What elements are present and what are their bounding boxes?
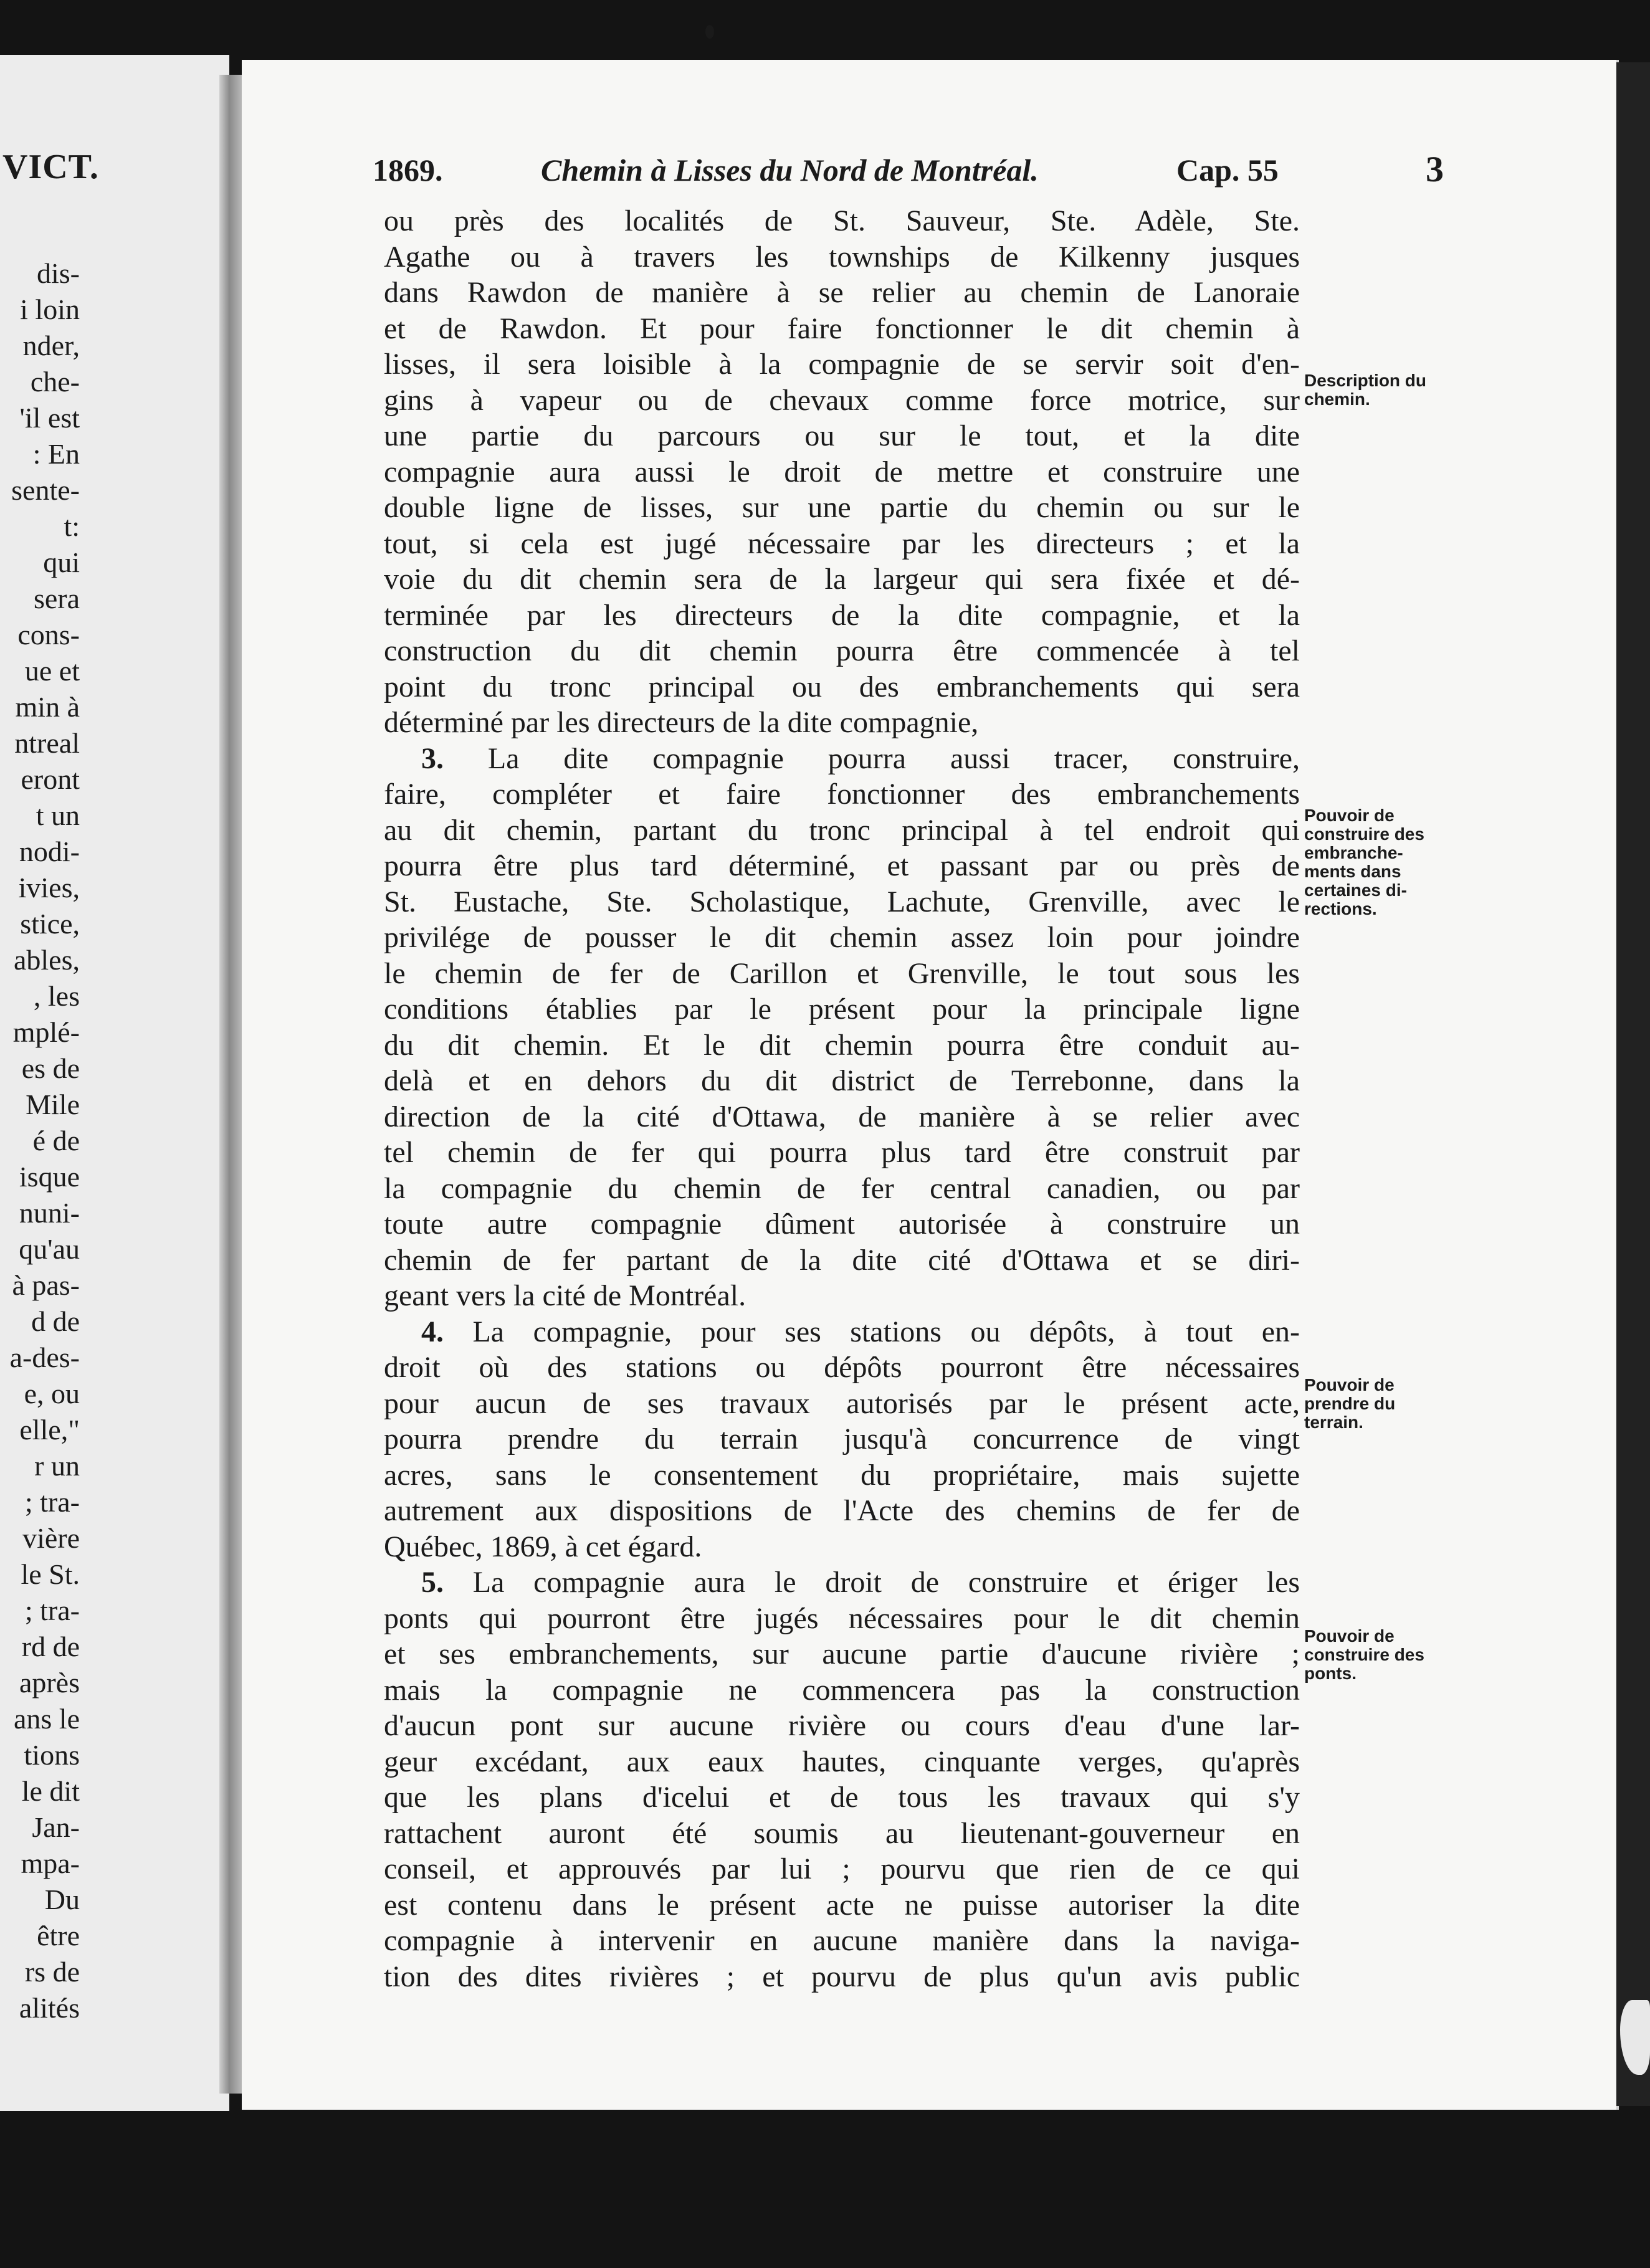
body-line-text: point du tronc principal ou des embranchements qui sera (384, 670, 1300, 703)
document-page (242, 60, 1616, 2110)
facing-page-line: ables, (13, 944, 80, 976)
body-line (384, 812, 1300, 849)
facing-page-line: alités (19, 1992, 80, 2024)
section-number: 3. (421, 741, 444, 775)
facing-page-line: r un (34, 1450, 80, 1482)
body-line (384, 1923, 1300, 1959)
body-line (384, 991, 1300, 1027)
body-line-text: acres, sans le consentement du propriétaire, mais sujette (384, 1458, 1300, 1492)
body-line (384, 1780, 1300, 1816)
body-line-text: ou près des localités de St. Sauveur, Ste. Adèle, Ste. (384, 204, 1300, 237)
facing-page-line: nodi- (19, 836, 80, 867)
facing-page-line: sente- (11, 474, 80, 506)
body-line (384, 526, 1300, 562)
body-line (384, 884, 1300, 920)
margin-note-line: construire des (1304, 1645, 1424, 1664)
section-first-line (384, 741, 1300, 777)
body-line (384, 1959, 1300, 1995)
body-line-text: Agathe ou à travers les townships de Kilkenny jusques (384, 240, 1300, 274)
body-line (384, 1493, 1300, 1529)
facing-page-line: vière (22, 1522, 80, 1554)
facing-page-line: es de (21, 1052, 80, 1084)
body-line (384, 239, 1300, 275)
body-line (384, 1708, 1300, 1744)
body-line-text: compagnie à intervenir en aucune manière dans la naviga- (384, 1924, 1300, 1957)
body-line (384, 1027, 1300, 1064)
body-line-text: lisses, il sera loisible à la compagnie de se servir soit d'en- (384, 348, 1300, 381)
facing-page-line: elle," (19, 1414, 80, 1446)
body-line-text: terminée par les directeurs de la dite compagnie, et la (384, 598, 1300, 632)
body-line-text: droit où des stations ou dépôts pourront être nécessaires (384, 1351, 1300, 1384)
section-first-line (384, 1565, 1300, 1601)
body-line-text: La compagnie, pour ses stations ou dépôts, à tout en- (444, 1315, 1300, 1348)
body-line (384, 776, 1300, 812)
facing-page-line: être (37, 1920, 80, 1951)
body-line-text: faire, compléter et faire fonctionner des embranchements (384, 778, 1300, 811)
body-line (384, 633, 1300, 669)
body-line-text: tion des dites rivières ; et pourvu de plus qu'un avis public (384, 1960, 1300, 1993)
body-line-text: geant vers la cité de Montréal. (384, 1279, 746, 1312)
running-header (242, 149, 1616, 196)
margin-note-line: Pouvoir de (1304, 806, 1395, 825)
facing-page-line: à pas- (12, 1269, 80, 1301)
facing-page-line: min à (15, 691, 80, 723)
facing-page-line: Jan- (32, 1811, 80, 1843)
facing-page-line: dis- (37, 257, 80, 289)
body-line-text: d'aucun pont sur aucune rivière ou cours d'eau d'une lar- (384, 1709, 1300, 1742)
facing-page-line: é de (32, 1125, 80, 1156)
facing-page-line: t un (36, 799, 80, 831)
facing-page-line: t: (64, 510, 80, 542)
body-line (384, 956, 1300, 992)
body-line-text: La compagnie aura le droit de construire et ériger les (444, 1566, 1300, 1599)
margin-note-line: rections. (1304, 899, 1377, 918)
body-line-text: La dite compagnie pourra aussi tracer, construire, (444, 741, 1300, 775)
body-text (384, 203, 1300, 1994)
body-line (384, 669, 1300, 705)
body-line-text: construction du dit chemin pourra être commencée à tel (384, 634, 1300, 667)
scan-edge (1616, 62, 1650, 2106)
body-line-text: pour aucun de ses travaux autorisés par le présent acte, (384, 1386, 1300, 1420)
facing-page-line: après (19, 1667, 80, 1699)
body-line-text: autrement aux dispositions de l'Acte des chemins de fer de (384, 1494, 1300, 1527)
facing-page-line: qu'au (19, 1233, 80, 1265)
header-chapter: Cap. 55 (1176, 153, 1279, 188)
body-line (384, 1851, 1300, 1887)
body-line-text: au dit chemin, partant du tronc principal à tel endroit qui (384, 813, 1300, 847)
body-line-text: que les plans d'icelui et de tous les travaux qui s'y (384, 1781, 1300, 1814)
body-line-text: geur excédant, aux eaux hautes, cinquante verges, qu'après (384, 1745, 1300, 1778)
facing-page-line: e, ou (24, 1378, 80, 1409)
facing-page (0, 55, 229, 2111)
margin-note-line: terrain. (1304, 1413, 1363, 1432)
body-line-text: du dit chemin. Et le dit chemin pourra être conduit au- (384, 1028, 1300, 1062)
body-line-text: dans Rawdon de manière à se relier au chemin de Lanoraie (384, 276, 1300, 309)
body-line (384, 561, 1300, 598)
margin-note-line: ponts. (1304, 1664, 1357, 1683)
margin-note-line: certaines di- (1304, 880, 1407, 900)
body-line (384, 1278, 1300, 1314)
facing-page-text (0, 255, 80, 2026)
scan-speck (705, 25, 714, 39)
body-line-text: compagnie aura aussi le droit de mettre et construire une (384, 455, 1300, 488)
facing-page-line: ntreal (14, 727, 80, 759)
facing-page-line: che- (30, 366, 80, 398)
body-line-text: le chemin de fer de Carillon et Grenville, le tout sous les (384, 956, 1300, 990)
facing-page-line: le dit (21, 1775, 80, 1807)
body-line (384, 1099, 1300, 1135)
facing-page-line: mpa- (21, 1847, 80, 1879)
page-number: 3 (1426, 149, 1444, 189)
facing-page-line: ; tra- (24, 1594, 80, 1626)
margin-note-line: construire des (1304, 824, 1424, 844)
facing-page-line: a-des- (9, 1341, 80, 1373)
body-line (384, 1206, 1300, 1242)
body-line-text: ponts qui pourront être jugés nécessaires pour le dit chemin (384, 1601, 1300, 1635)
facing-page-line: isque (19, 1161, 80, 1193)
body-line (384, 1457, 1300, 1494)
body-line (384, 1063, 1300, 1099)
body-line-text: et ses embranchements, sur aucune partie d'aucune rivière ; (384, 1637, 1300, 1670)
body-line-text: Québec, 1869, à cet égard. (384, 1530, 702, 1563)
facing-page-line: cons- (17, 619, 80, 650)
body-line-text: delà et en dehors du dit district de Terrebonne, dans la (384, 1064, 1300, 1097)
facing-page-line: nuni- (19, 1197, 80, 1229)
body-line-text: pourra être plus tard déterminé, et passant par ou près de (384, 849, 1300, 882)
facing-page-line: qui (43, 546, 80, 578)
facing-page-line: ue et (24, 655, 80, 687)
facing-page-line: eront (21, 763, 80, 795)
body-line (384, 1386, 1300, 1422)
facing-page-line: tions (24, 1739, 80, 1771)
facing-page-line: i loin (20, 293, 80, 325)
body-line (384, 203, 1300, 239)
margin-note-line: Pouvoir de (1304, 1375, 1395, 1394)
margin-note-pouvoir-construire-embranchements (1304, 806, 1466, 918)
body-line (384, 598, 1300, 634)
header-year: 1869. (373, 153, 443, 188)
body-line (384, 383, 1300, 419)
body-line (384, 1135, 1300, 1171)
body-line (384, 1350, 1300, 1386)
body-line (384, 1636, 1300, 1672)
body-line-text: tel chemin de fer qui pourra plus tard être construit par (384, 1136, 1300, 1169)
body-line-text: voie du dit chemin sera de la largeur qui sera fixée et dé- (384, 563, 1300, 596)
section-number: 5. (421, 1566, 444, 1599)
body-line (384, 1171, 1300, 1207)
body-line (384, 1421, 1300, 1457)
body-line-text: une partie du parcours ou sur le tout, et la dite (384, 419, 1300, 452)
body-line-text: rattachent auront été soumis au lieutenant-gouverneur en (384, 1816, 1300, 1850)
section-first-line (384, 1314, 1300, 1350)
facing-page-line: ; tra- (24, 1486, 80, 1518)
body-line (384, 1672, 1300, 1708)
facing-page-line: le St. (21, 1558, 80, 1590)
facing-page-line: ivies, (18, 872, 80, 903)
body-line (384, 1242, 1300, 1279)
body-line-text: mais la compagnie ne commencera pas la construction (384, 1673, 1300, 1707)
body-line-text: est contenu dans le présent acte ne puisse autoriser la dite (384, 1888, 1300, 1922)
facing-page-line: , les (33, 980, 80, 1012)
facing-page-line: nder, (22, 330, 80, 361)
margin-note-description-du-chemin (1304, 371, 1466, 409)
body-line-text: la compagnie du chemin de fer central canadien, ou par (384, 1171, 1300, 1205)
body-line-text: double ligne de lisses, sur une partie du chemin ou sur le (384, 491, 1300, 524)
facing-page-line: d de (31, 1305, 80, 1337)
body-line (384, 920, 1300, 956)
body-line-text: direction de la cité d'Ottawa, de manière à se relier avec (384, 1100, 1300, 1133)
margin-note-line: Description du (1304, 371, 1427, 390)
facing-page-line: : En (32, 438, 80, 470)
body-line (384, 1744, 1300, 1780)
body-line (384, 418, 1300, 454)
header-title: Chemin à Lisses du Nord de Montréal. (541, 153, 1039, 188)
margin-note-line: chemin. (1304, 389, 1370, 409)
body-line-text: et de Rawdon. Et pour faire fonctionner le dit chemin à (384, 312, 1300, 345)
body-line (384, 275, 1300, 311)
body-line (384, 1601, 1300, 1637)
body-line-text: gins à vapeur ou de chevaux comme force motrice, sur (384, 383, 1300, 417)
body-line (384, 311, 1300, 347)
facing-page-line: mplé- (12, 1016, 80, 1048)
body-line (384, 1529, 1300, 1565)
margin-note-pouvoir-construire-ponts (1304, 1627, 1466, 1683)
body-line (384, 705, 1300, 741)
body-line-text: St. Eustache, Ste. Scholastique, Lachute, Grenville, avec le (384, 885, 1300, 918)
facing-page-line: ans le (13, 1703, 80, 1735)
facing-page-line: rs de (24, 1956, 80, 1988)
body-line-text: privilége de pousser le dit chemin assez loin pour joindre (384, 921, 1300, 954)
facing-page-line: rd de (21, 1631, 80, 1662)
body-line (384, 1887, 1300, 1923)
margin-note-pouvoir-prendre-terrain (1304, 1376, 1466, 1432)
facing-page-line: sera (33, 583, 80, 614)
body-line-text: tout, si cela est jugé nécessaire par les directeurs ; et la (384, 526, 1300, 560)
body-line (384, 1816, 1300, 1852)
body-line (384, 454, 1300, 490)
facing-page-header: VICT. (2, 148, 99, 186)
facing-page-line: Du (44, 1884, 80, 1915)
body-line-text: conditions établies par le présent pour la principale ligne (384, 993, 1300, 1026)
section-number: 4. (421, 1315, 444, 1348)
facing-page-line: 'il est (19, 402, 80, 434)
margin-note-line: prendre du (1304, 1394, 1396, 1413)
body-line-text: conseil, et approuvés par lui ; pourvu que rien de ce qui (384, 1852, 1300, 1885)
body-line (384, 346, 1300, 383)
body-line-text: déterminé par les directeurs de la dite compagnie, (384, 706, 979, 739)
body-line-text: pourra prendre du terrain jusqu'à concurrence de vingt (384, 1422, 1300, 1456)
body-line-text: chemin de fer partant de la dite cité d'Ottawa et se diri- (384, 1243, 1300, 1277)
margin-note-line: ments dans (1304, 862, 1401, 881)
body-line-text: toute autre compagnie dûment autorisée à construire un (384, 1208, 1300, 1241)
body-line (384, 848, 1300, 884)
facing-page-line: Mile (26, 1089, 80, 1120)
margin-note-line: Pouvoir de (1304, 1626, 1395, 1646)
body-line (384, 490, 1300, 526)
book-gutter (219, 75, 242, 2094)
facing-page-line: stice, (20, 908, 80, 940)
margin-note-line: embranche- (1304, 843, 1403, 862)
